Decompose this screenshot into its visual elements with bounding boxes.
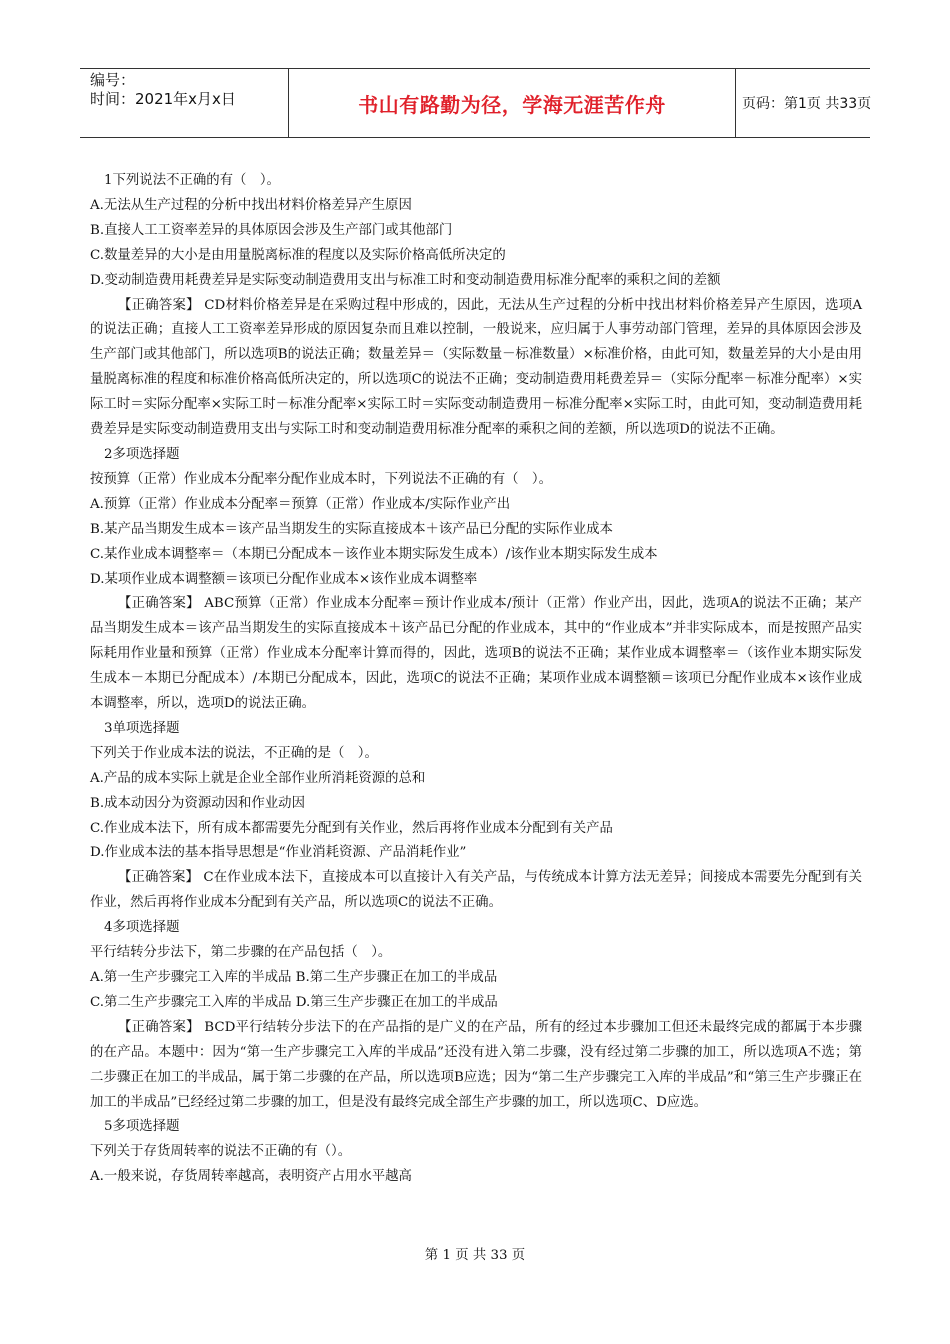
- question-line: D.作业成本法的基本指导思想是“作业消耗资源、产品消耗作业”: [90, 845, 467, 861]
- question-line: A.无法从生产过程的分析中找出材料价格差异产生原因: [90, 197, 412, 213]
- question-line: A.第一生产步骤完工入库的半成品 B.第二生产步骤正在加工的半成品: [90, 970, 498, 985]
- answer-paragraph: 【正确答案】 CD材料价格差异是在采购过程中形成的，因此，无法从生产过程的分析中找出材料价格差异产生原因，选项A的说法正确；直接人工工资率差异形成的原因复杂而且难以控制，一般说来，应归属于人事劳动部门管理，差异的具体原因会涉及生产部门或其他部门，所以选项B的说法正确；数量差异＝（实际数量－标准数量）×标准价格，由此可知，数量差异的大小是由用量脱离标准的程度和标准价格高低所决定的，所以选项C的说法不正确；变动制造费用耗费差异＝（实际分配率－标准分配率）×实际工时＝实际分配率×实际工时－标准分配率×实际工时＝实际变动制造费用－标准分配率×实际工时，由此可知，变动制造费用耗费差异是实际变动制造费用支出与实际工时和变动制造费用标准分配率的乘积之间的差额，所以选项D的说法不正确。: [90, 297, 862, 438]
- answer-paragraph: 【正确答案】 BCD平行结转分步法下的在产品指的是广义的在产品，所有的经过本步骤加工但还未最终完成的都属于本步骤的在产品。本题中：因为“第一生产步骤完工入库的半成品”还没有进入第二步骤，没有经过第二步骤的加工，所以选项A不选；第二步骤正在加工的半成品，属于第二步骤的在产品，所以选项B应选；因为“第二生产步骤完工入库的半成品”和“第三生产步骤正在加工的半成品”已经经过第二步骤的加工，但是没有最终完成全部生产步骤的加工，所以选项C、D应选。: [90, 1019, 862, 1110]
- question-line: D.变动制造费用耗费差异是实际变动制造费用支出与标准工时和变动制造费用标准分配率的乘积之间的差额: [90, 272, 721, 288]
- header-page-label: 页码：第1页 共33页: [742, 96, 872, 112]
- document-number-label: 编号：: [90, 71, 136, 89]
- header-motto-cell: [288, 69, 736, 137]
- answer-paragraph: 【正确答案】 C在作业成本法下，直接成本可以直接计入有关产品，与传统成本计算方法无差异；间接成本需要先分配到有关作业，然后再将作业成本分配到有关产品，所以选项C的说法不正确。: [90, 870, 862, 911]
- question-line: B.某产品当期发生成本＝该产品当期发生的实际直接成本＋该产品已分配的实际作业成本: [90, 521, 613, 537]
- question-line: 下列关于作业成本法的说法，不正确的是（ ）。: [90, 745, 378, 761]
- question-heading: 2多项选择题: [104, 446, 180, 462]
- header-page-cell: [734, 69, 878, 137]
- question-line: 下列关于存货周转率的说法不正确的有（）。: [90, 1144, 352, 1160]
- question-line: 按预算（正常）作业成本分配率分配作业成本时，下列说法不正确的有（ ）。: [90, 471, 552, 487]
- question-line: A.预算（正常）作业成本分配率＝预算（正常）作业成本/实际作业产出: [90, 496, 511, 512]
- question-heading: 5多项选择题: [104, 1119, 180, 1135]
- question-line: C.第二生产步骤完工入库的半成品 D.第三生产步骤正在加工的半成品: [90, 994, 498, 1010]
- header-meta: [80, 69, 288, 139]
- question-line: C.数量差异的大小是由用量脱离标准的程度以及实际价格高低所决定的: [90, 247, 506, 263]
- question-heading: 3单项选择题: [104, 720, 180, 736]
- document-time-label: 时间：2021年x月x日: [90, 90, 236, 108]
- document-body: [90, 169, 862, 1190]
- question-line: A.一般来说，存货周转率越高，表明资产占用水平越高: [90, 1169, 412, 1185]
- header-motto: 书山有路勤为径，学海无涯苦作舟: [358, 92, 666, 117]
- question-line: C.作业成本法下，所有成本都需要先分配到有关作业，然后再将作业成本分配到有关产品: [90, 820, 613, 836]
- question-line: 平行结转分步法下，第二步骤的在产品包括（ ）。: [90, 945, 392, 961]
- question-line: D.某项作业成本调整额＝该项已分配作业成本×该作业成本调整率: [90, 571, 478, 587]
- question-line: B.成本动因分为资源动因和作业动因: [90, 795, 305, 811]
- question-line: C.某作业成本调整率＝（本期已分配成本－该作业本期实际发生成本）/该作业本期实际发生成本: [90, 546, 658, 562]
- page-header: [80, 68, 870, 138]
- question-heading: 4多项选择题: [104, 920, 180, 936]
- question-line: A.产品的成本实际上就是企业全部作业所消耗资源的总和: [90, 770, 426, 786]
- answer-paragraph: 【正确答案】 ABC预算（正常）作业成本分配率＝预计作业成本/预计（正常）作业产出，因此，选项A的说法不正确；某产品当期发生成本＝该产品当期发生的实际直接成本＋该产品已分配的作业成本，其中的“作业成本”并非实际成本，而是按照产品实际耗用作业量和预算（正常）作业成本分配率计算而得的，因此，选项B的说法不正确；某作业成本调整率＝（该作业本期实际发生成本－本期已分配成本）/本期已分配成本，因此，选项C的说法不正确；某项作业成本调整额＝该项已分配作业成本×该作业成本调整率，所以，选项D的说法正确。: [90, 596, 862, 712]
- page-footer: 第 1 页 共 33 页: [424, 1248, 526, 1263]
- question-heading: 1下列说法不正确的有（ ）。: [104, 173, 280, 188]
- question-line: B.直接人工工资率差异的具体原因会涉及生产部门或其他部门: [90, 222, 453, 238]
